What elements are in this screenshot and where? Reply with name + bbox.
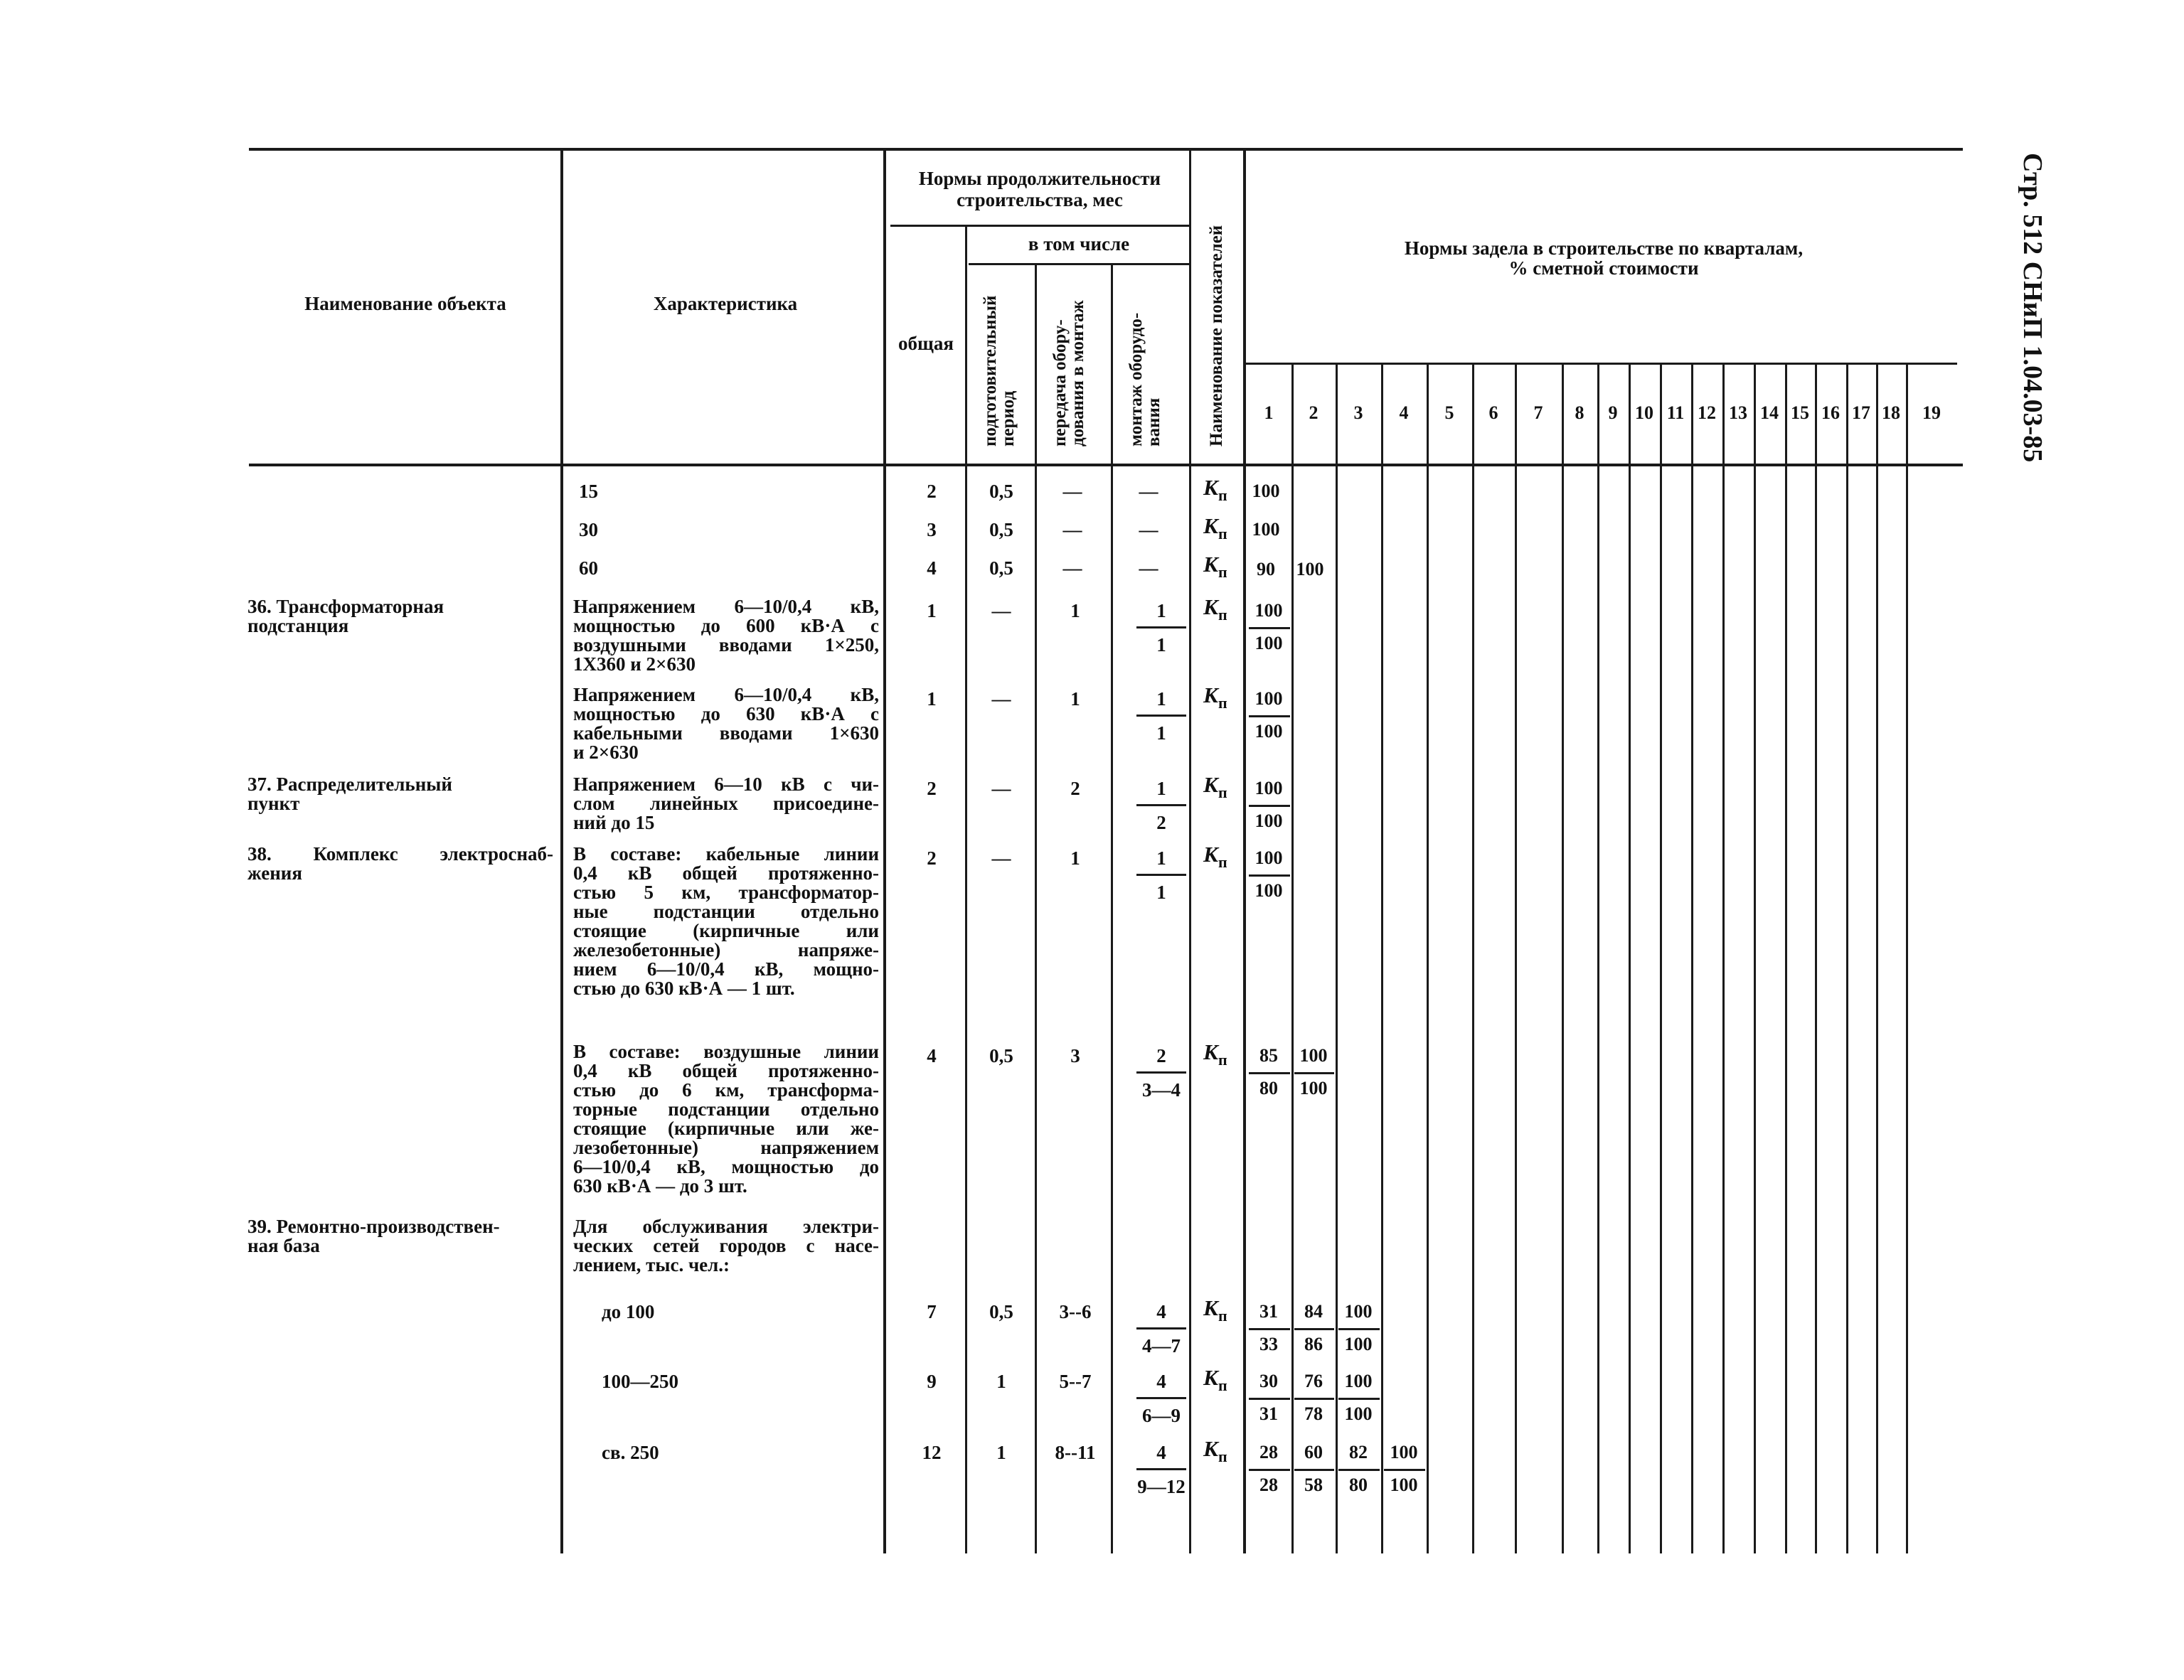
row-total: 2 — [927, 778, 937, 799]
quarter-value: 33 — [1259, 1334, 1278, 1354]
quarter-value: 86 — [1304, 1334, 1323, 1354]
row-prep: 0,5 — [989, 557, 1013, 579]
quarter-value: 28 — [1259, 1442, 1278, 1462]
quarter-col-divider — [1472, 364, 1474, 1553]
col-divider-prep — [965, 226, 967, 1553]
row-description: Напряжением 6—10/0,4 кВ, мощностью до 630 кВ·А с кабельными вводами 1×630 и 2×630 — [573, 684, 879, 763]
quarter-number: 2 — [1309, 402, 1319, 423]
quarter-col-divider — [1597, 364, 1599, 1553]
col-divider-transfer — [1035, 264, 1037, 1553]
quarter-value: 30 — [1259, 1371, 1278, 1391]
quarter-value: 31 — [1259, 1403, 1278, 1424]
quarter-col-divider — [1381, 364, 1383, 1553]
quarter-value: 100 — [1255, 810, 1283, 831]
quarter-number: 16 — [1821, 402, 1840, 423]
row-install-fraction: 4 4—7 — [1136, 1301, 1186, 1357]
quarter-value: 60 — [1304, 1442, 1323, 1462]
quarter-number: 12 — [1698, 402, 1716, 423]
quarter-value: 100 — [1299, 1045, 1328, 1066]
indicator-kp: $К_п$ — [1203, 1436, 1227, 1465]
quarter-value-rule — [1338, 1398, 1380, 1400]
quarter-value: 100 — [1344, 1403, 1373, 1424]
quarter-col-divider — [1515, 364, 1517, 1553]
row-install-fraction: 1 2 — [1136, 778, 1186, 834]
col-divider-total — [883, 149, 886, 1553]
quarter-col-divider — [1427, 364, 1429, 1553]
quarter-value: 31 — [1259, 1301, 1278, 1322]
quarter-value: 100 — [1255, 721, 1283, 742]
quarter-value-rule — [1249, 1469, 1290, 1471]
row-description: В составе: кабельные линии 0,4 кВ общей протяженно- стью 5 км, трансформатор- ные подстанции отдельно стоящие (кирпичные или железобетонные) напряже- нием 6—10/0,4 кВ, мощно- стью до 630 кВ·А — 1 шт. — [573, 843, 879, 999]
col-divider-indicator — [1189, 149, 1191, 1553]
quarter-col-divider — [1660, 364, 1662, 1553]
row-prep: 1 — [996, 1442, 1006, 1463]
row-char: св. 250 — [602, 1442, 659, 1463]
header-including: в том числе — [1028, 233, 1130, 255]
quarter-value: 100 — [1390, 1475, 1418, 1495]
quarter-value: 100 — [1255, 778, 1283, 798]
quarter-value: 100 — [1344, 1301, 1373, 1322]
row-prep: 0,5 — [989, 481, 1013, 502]
row-transfer: — — [1062, 481, 1082, 502]
quarter-value: 85 — [1259, 1045, 1278, 1066]
col-divider-char — [560, 149, 563, 1553]
row-install: — — [1139, 481, 1158, 502]
indicator-kp: $К_п$ — [1203, 1295, 1227, 1325]
quarter-value-rule — [1249, 805, 1290, 807]
page-side-label: Стр. 512 СНиП 1.04.03-85 — [2018, 153, 2047, 463]
row-install-fraction: 4 9—12 — [1137, 1442, 1186, 1497]
row-prep: 0,5 — [989, 519, 1013, 540]
header-transfer: передача обору- дования в монтаж — [1050, 300, 1087, 446]
row-description: Напряжением 6—10 кВ с чи- слом линейных присоедине- ний до 15 — [573, 774, 879, 833]
row-transfer: 3 — [1070, 1045, 1080, 1066]
quarter-value-rule — [1249, 627, 1290, 629]
header-total: общая — [898, 333, 954, 354]
header-preparatory: подготовительный период — [981, 295, 1018, 446]
row-char: до 100 — [602, 1301, 655, 1322]
quarter-value: 100 — [1296, 559, 1324, 579]
duration-subheader-rule — [890, 225, 1189, 227]
quarter-col-divider — [1629, 364, 1631, 1553]
quarter-value: 100 — [1390, 1442, 1418, 1462]
object-name-37: 37. Распределительный пункт — [247, 774, 452, 814]
row-transfer: — — [1062, 519, 1082, 540]
row-prep: 0,5 — [989, 1045, 1013, 1066]
row-transfer: 3--6 — [1059, 1301, 1092, 1322]
quarter-number: 11 — [1666, 402, 1685, 423]
row-install-fraction: 1 1 — [1136, 600, 1186, 656]
quarter-col-divider — [1754, 364, 1756, 1553]
quarter-value: 100 — [1255, 633, 1283, 653]
row-transfer: 1 — [1070, 847, 1080, 869]
quarter-value-rule — [1338, 1469, 1380, 1471]
indicator-kp: $К_п$ — [1203, 1365, 1227, 1394]
quarter-number: 17 — [1852, 402, 1870, 423]
row-transfer: 1 — [1070, 688, 1080, 710]
quarter-number: 14 — [1760, 402, 1779, 423]
row-total: 1 — [927, 688, 937, 710]
quarter-number: 4 — [1399, 402, 1409, 423]
quarter-value: 100 — [1255, 880, 1283, 901]
row-total: 9 — [927, 1371, 937, 1392]
indicator-kp: $К_п$ — [1203, 683, 1227, 712]
quarter-value: 78 — [1304, 1403, 1323, 1424]
object-name-39: 39. Ремонтно-производствен- ная база — [247, 1216, 500, 1256]
row-char: 60 — [579, 557, 598, 579]
row-description: Напряжением 6—10/0,4 кВ, мощностью до 600 кВ·А с воздушными вводами 1×250, 1Х360 и 2×630 — [573, 596, 879, 675]
quarter-col-divider — [1785, 364, 1787, 1553]
quarter-value: 84 — [1304, 1301, 1323, 1322]
quarter-value-rule — [1294, 1469, 1334, 1471]
header-duration-2: строительства, мес — [957, 189, 1123, 210]
row-total: 7 — [927, 1301, 937, 1322]
quarter-value: 82 — [1349, 1442, 1368, 1462]
quarter-value-rule — [1249, 1328, 1290, 1330]
indicator-kp: $К_п$ — [1203, 772, 1227, 801]
quarter-value-rule — [1294, 1398, 1334, 1400]
quarter-value: 58 — [1304, 1475, 1323, 1495]
including-rule — [969, 263, 1189, 265]
quarter-value-rule — [1294, 1072, 1334, 1074]
row-total: 2 — [927, 847, 937, 869]
quarter-value-rule — [1294, 1328, 1334, 1330]
row-install-fraction: 4 6—9 — [1136, 1371, 1186, 1427]
quarter-number: 5 — [1444, 402, 1454, 423]
row-description: Для обслуживания электри- ческих сетей городов с насе- лением, тыс. чел.: — [573, 1216, 879, 1275]
row-char: 30 — [579, 519, 598, 540]
quarter-number: 18 — [1882, 402, 1900, 423]
indicator-kp: $К_п$ — [1203, 594, 1227, 624]
indicator-kp: $К_п$ — [1203, 513, 1227, 542]
row-prep: — — [991, 778, 1011, 799]
row-install-fraction: 2 3—4 — [1136, 1045, 1186, 1101]
row-install-fraction: 1 1 — [1136, 688, 1186, 744]
quarter-value-rule — [1249, 874, 1290, 877]
row-total: 12 — [922, 1442, 942, 1463]
quarter-value: 90 — [1257, 559, 1275, 579]
quarter-number: 10 — [1635, 402, 1653, 423]
quarter-col-divider — [1906, 364, 1908, 1553]
row-transfer: — — [1062, 557, 1082, 579]
quarter-number: 3 — [1353, 402, 1363, 423]
row-char: 100—250 — [602, 1371, 678, 1392]
quarter-number: 1 — [1264, 402, 1274, 423]
quarter-value: 80 — [1259, 1078, 1278, 1098]
quarter-value: 28 — [1259, 1475, 1278, 1495]
row-prep: — — [991, 688, 1011, 710]
object-name-36: 36. Трансформаторная подстанция — [247, 596, 444, 636]
quarter-col-divider — [1846, 364, 1848, 1553]
row-prep: 1 — [996, 1371, 1006, 1392]
header-reserve-1: Нормы задела в строительстве по кварталам, — [1404, 237, 1804, 259]
row-total: 3 — [927, 519, 937, 540]
quarter-number: 19 — [1922, 402, 1941, 423]
quarter-value: 100 — [1252, 519, 1280, 540]
col-divider-install — [1111, 264, 1113, 1553]
quarter-number: 9 — [1608, 402, 1618, 423]
indicator-kp: $К_п$ — [1203, 475, 1227, 504]
row-char: 15 — [579, 481, 598, 502]
header-duration-1: Нормы продолжительности — [918, 168, 1161, 189]
quarter-value-rule — [1338, 1328, 1380, 1330]
object-name-38: 38. Комплекс электроснаб- жения — [247, 843, 553, 884]
row-transfer: 1 — [1070, 600, 1080, 621]
quarter-value: 76 — [1304, 1371, 1323, 1391]
header-indicator-name: Наименование показателей — [1207, 225, 1226, 446]
top-rule — [249, 148, 1963, 151]
quarter-col-divider — [1336, 364, 1338, 1553]
row-total: 1 — [927, 600, 937, 621]
row-install-fraction: 1 1 — [1136, 847, 1186, 904]
col-divider-quarters — [1243, 149, 1246, 1553]
row-install: — — [1139, 519, 1158, 540]
row-transfer: 2 — [1070, 778, 1080, 799]
row-total: 4 — [927, 1045, 937, 1066]
quarter-number: 15 — [1791, 402, 1809, 423]
quarter-value-rule — [1384, 1469, 1425, 1471]
quarter-value: 100 — [1344, 1371, 1373, 1391]
indicator-kp: $К_п$ — [1203, 842, 1227, 871]
row-transfer: 5--7 — [1059, 1371, 1092, 1392]
header-bottom-rule — [249, 464, 1963, 466]
row-total: 4 — [927, 557, 937, 579]
row-prep: — — [991, 600, 1011, 621]
quarter-number: 6 — [1488, 402, 1498, 423]
quarter-value: 80 — [1349, 1475, 1368, 1495]
row-install: — — [1139, 557, 1158, 579]
quarter-col-divider — [1691, 364, 1693, 1553]
header-reserve-2: % сметной стоимости — [1508, 257, 1699, 279]
quarter-number: 8 — [1575, 402, 1584, 423]
quarter-number: 13 — [1729, 402, 1747, 423]
header-object-name: Наименование объекта — [304, 293, 506, 314]
quarter-col-divider — [1562, 364, 1564, 1553]
quarter-value: 100 — [1344, 1334, 1373, 1354]
quarter-value-rule — [1249, 715, 1290, 717]
quarter-value: 100 — [1255, 847, 1283, 868]
quarter-value: 100 — [1299, 1078, 1328, 1098]
quarter-value: 100 — [1252, 481, 1280, 501]
row-description: В составе: воздушные линии 0,4 кВ общей протяженно- стью до 6 км, трансформа- торные подстанции отдельно стоящие (кирпичные или же- лезобетонные) напряжением 6—10/0,4 кВ, мощностью до 630 кВ·А — до 3 шт. — [573, 1041, 879, 1197]
quarter-value: 100 — [1255, 688, 1283, 709]
quarter-value-rule — [1249, 1398, 1290, 1400]
quarter-col-divider — [1876, 364, 1878, 1553]
row-total: 2 — [927, 481, 937, 502]
quarters-header-rule — [1246, 363, 1957, 365]
row-prep: — — [991, 847, 1011, 869]
indicator-kp: $К_п$ — [1203, 1039, 1227, 1069]
indicator-kp: $К_п$ — [1203, 552, 1227, 581]
quarter-value: 100 — [1255, 600, 1283, 621]
row-transfer: 8--11 — [1055, 1442, 1096, 1463]
quarter-col-divider — [1722, 364, 1725, 1553]
quarter-value-rule — [1249, 1072, 1290, 1074]
quarter-col-divider — [1815, 364, 1817, 1553]
header-installation: монтаж оборудо- вания — [1126, 312, 1163, 446]
row-prep: 0,5 — [989, 1301, 1013, 1322]
header-characteristic: Характеристика — [653, 293, 798, 314]
quarter-number: 7 — [1533, 402, 1543, 423]
